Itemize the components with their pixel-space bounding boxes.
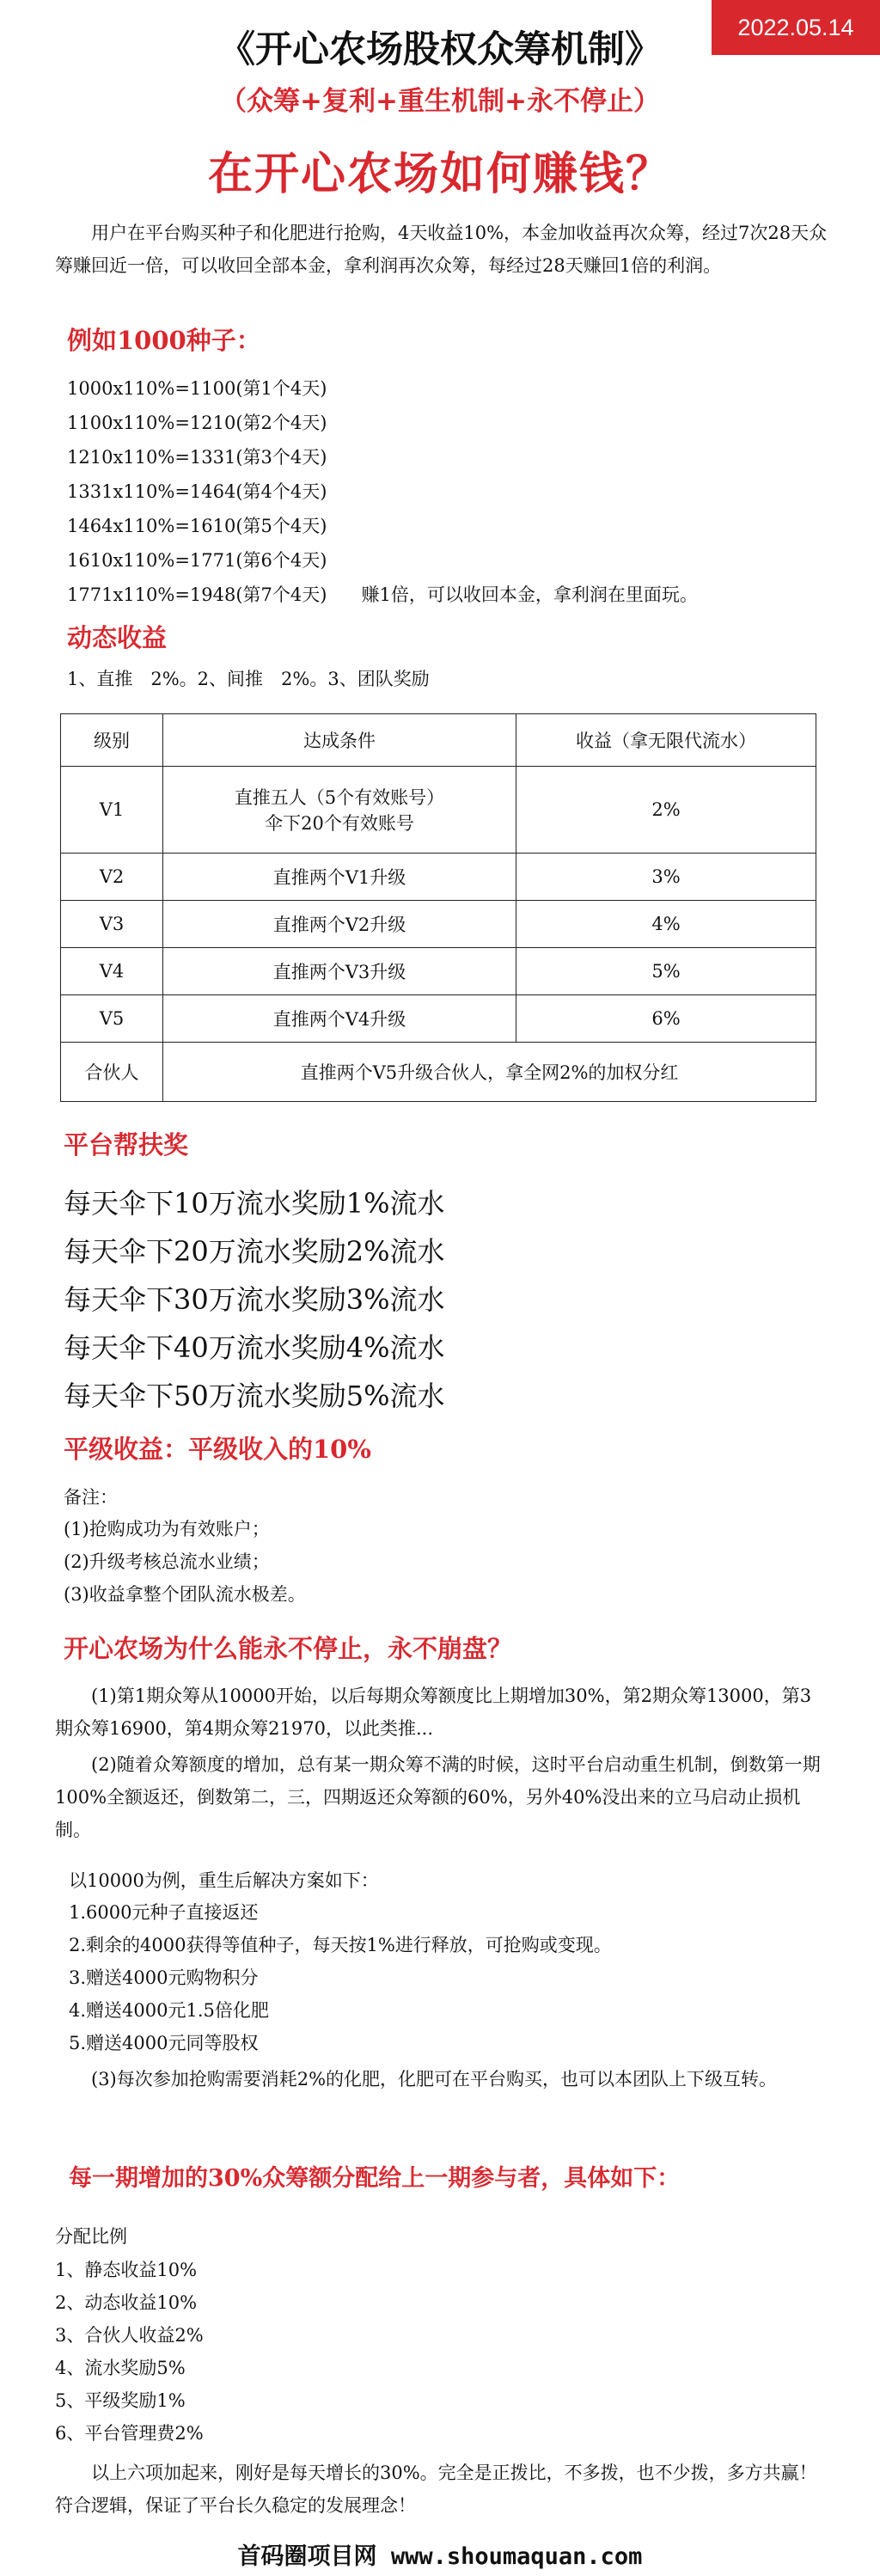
condition-cell: 直推两个V3升级 (163, 948, 516, 995)
platform-reward-list (64, 1179, 445, 1420)
table-header: 收益（拿无限代流水） (516, 714, 816, 767)
distribution-item: 5、平级奖励1% (55, 2390, 186, 2411)
percent-cell: 4% (516, 901, 816, 948)
table-row (61, 1043, 816, 1102)
solution-item: 1.6000元种子直接返还 (69, 1902, 259, 1923)
calc-line-last (67, 578, 698, 612)
why-paragraph-2: (2)随着众筹额度的增加，总有某一期众筹不满的时候，这时平台启动重生机制，倒数第一期100%全额返还，倒数第二，三，四期返还众筹额的60%，另外40%没出来的立马启动止损机制。 (55, 1754, 821, 1840)
calc-note: 赚1倍，可以收回本金，拿利润在里面玩。 (361, 584, 698, 605)
level-table (60, 713, 816, 1102)
reward-item: 每天伞下30万流水奖励3%流水 (64, 1283, 445, 1316)
percent-cell: 3% (516, 854, 816, 901)
distribution-title: 分配比例 (55, 2226, 127, 2247)
footer-watermark: 首码圈项目网 www.shoumaquan.com (237, 2543, 643, 2570)
notes-list (64, 1513, 306, 1611)
table-row (61, 854, 816, 901)
table-header: 级别 (61, 714, 163, 767)
note-item: (3)收益拿整个团队流水极差。 (64, 1584, 306, 1605)
condition-cell: 直推两个V2升级 (163, 901, 516, 948)
level-cell: V2 (61, 854, 163, 901)
solution-item: 3.赠送4000元购物积分 (69, 1967, 259, 1988)
peer-heading: 平级收益：平级收入的10% (64, 1435, 371, 1464)
table-row (61, 995, 816, 1043)
condition-cell: 直推两个V1升级 (163, 854, 516, 901)
condition-line: 直推五人（5个有效账号） (234, 787, 445, 808)
table-row (61, 901, 816, 948)
calc-line: 1610x110%=1771(第6个4天) (67, 550, 327, 571)
distribution-item: 1、静态收益10% (55, 2260, 198, 2280)
example-heading: 例如1000种子： (67, 326, 261, 355)
calc-line: 1210x110%=1331(第3个4天) (67, 447, 327, 468)
calculation-list (67, 371, 698, 612)
reward-item: 每天伞下10万流水奖励1%流水 (64, 1187, 445, 1220)
distribution-item: 6、平台管理费2% (55, 2423, 204, 2444)
why-paragraph-3: (3)每次参加抢购需要消耗2%的化肥，化肥可在平台购买，也可以本团队上下级互转。 (91, 2069, 778, 2090)
condition-line: 伞下20个有效账号 (265, 813, 414, 834)
solution-intro: 以10000为例，重生后解决方案如下： (69, 1870, 379, 1891)
level-cell: V1 (61, 767, 163, 854)
note-item: (2)升级考核总流水业绩； (64, 1551, 270, 1572)
partner-cell: 直推两个V5升级合伙人，拿全网2%的加权分红 (163, 1043, 816, 1102)
platform-heading: 平台帮扶奖 (64, 1130, 189, 1160)
calc-line: 1771x110%=1948(第7个4天) (67, 584, 327, 605)
reward-item: 每天伞下40万流水奖励4%流水 (64, 1331, 445, 1364)
table-row (61, 948, 816, 995)
level-cell: V4 (61, 948, 163, 995)
dynamic-heading: 动态收益 (67, 623, 168, 652)
why-heading: 开心农场为什么能永不停止，永不崩盘？ (64, 1634, 513, 1663)
reward-item: 每天伞下50万流水奖励5%流水 (64, 1380, 445, 1412)
percent-cell: 6% (516, 995, 816, 1043)
hero-heading: 在开心农场如何赚钱？ (207, 148, 672, 200)
note-item: (1)抢购成功为有效账户； (64, 1519, 270, 1539)
solution-item: 5.赠送4000元同等股权 (69, 2033, 259, 2053)
solution-list (69, 1896, 612, 2059)
level-cell: V5 (61, 995, 163, 1043)
condition-cell (163, 767, 516, 854)
why-paragraph-1: (1)第1期众筹从10000开始，以后每期众筹额度比上期增加30%，第2期众筹13000，第3期众筹16900，第4期众筹21970，以此类推... (55, 1686, 812, 1739)
distribution-item: 4、流水奖励5% (55, 2358, 186, 2378)
solution-item: 4.赠送4000元1.5倍化肥 (69, 2000, 269, 2021)
notes-title: 备注： (64, 1487, 118, 1508)
page-subtitle: （众筹+复利+重生机制+永不停止） (220, 86, 660, 117)
reward-item: 每天伞下20万流水奖励2%流水 (64, 1235, 445, 1268)
distribution-heading: 每一期增加的30%众筹额分配给上一期参与者，具体如下： (69, 2165, 681, 2192)
level-cell: 合伙人 (61, 1043, 163, 1102)
level-cell: V3 (61, 901, 163, 948)
table-header: 达成条件 (163, 714, 516, 767)
solution-item: 2.剩余的4000获得等值种子，每天按1%进行释放，可抢购或变现。 (69, 1935, 612, 1955)
distribution-list (55, 2254, 204, 2450)
date-badge: 2022.05.14 (712, 0, 880, 55)
summary-paragraph: 以上六项加起来，刚好是每天增长的30%。完全是正拨比，不多拨，也不少拨，多方共赢！符合逻辑，保证了平台长久稳定的发展理念！ (55, 2463, 817, 2516)
intro-paragraph: 用户在平台购买种子和化肥进行抢购，4天收益10%，本金加收益再次众筹，经过7次28天众筹赚回近一倍，可以收回全部本金，拿利润再次众筹，每经过28天赚回1倍的利润。 (55, 223, 828, 276)
table-row (61, 767, 816, 854)
calc-line: 1100x110%=1210(第2个4天) (67, 413, 327, 433)
dynamic-line: 1、直推 2%。2、间推 2%。3、团队奖励 (67, 669, 430, 689)
distribution-item: 3、合伙人收益2% (55, 2325, 204, 2346)
condition-cell: 直推两个V4升级 (163, 995, 516, 1043)
distribution-item: 2、动态收益10% (55, 2292, 198, 2313)
percent-cell: 5% (516, 948, 816, 995)
page-title: 《开心农场股权众筹机制》 (218, 28, 662, 71)
calc-line: 1464x110%=1610(第5个4天) (67, 516, 327, 536)
percent-cell: 2% (516, 767, 816, 854)
calc-line: 1000x110%=1100(第1个4天) (67, 378, 327, 399)
calc-line: 1331x110%=1464(第4个4天) (67, 481, 327, 502)
